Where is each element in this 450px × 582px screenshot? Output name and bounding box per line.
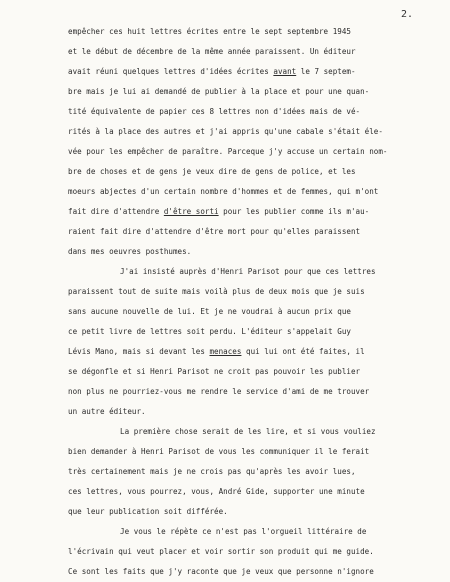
text-segment: moeurs abjectes d'un certain nombre d'hommes et de femmes, qui m'ont (68, 187, 379, 196)
text-segment: dans mes oeuvres posthumes. (68, 247, 192, 256)
text-segment: le 7 septem- (296, 67, 356, 76)
text-segment: non plus ne pourriez-vous me rendre le service d'ami de me trouver (68, 387, 370, 396)
text-segment: que leur publication soit différée. (68, 507, 228, 516)
text-line (68, 522, 438, 542)
text-line (68, 102, 438, 122)
text-segment: tité équivalente de papier ces 8 lettres non d'idées mais de vé- (68, 107, 361, 116)
text-segment: et le début de décembre de la même année paraissent. Un éditeur (68, 47, 356, 56)
text-segment: fait dire d'attendre (68, 207, 164, 216)
page-number: 2. (401, 9, 414, 20)
text-line (68, 42, 438, 62)
text-segment: paraissent tout de suite mais voilà plus de deux mois que je suis (68, 287, 365, 296)
text-line (68, 22, 438, 42)
text-line (68, 482, 438, 502)
text-line (68, 282, 438, 302)
text-segment: un autre éditeur. (68, 407, 146, 416)
text-segment: Ce sont les faits que j'y raconte que je veux que personne n'ignore (68, 567, 374, 576)
text-segment: Je vous le répète ce n'est pas l'orgueil littéraire de (120, 527, 367, 536)
text-segment: empêcher ces huit lettres écrites entre le sept septembre 1945 (68, 27, 351, 36)
text-line (68, 422, 438, 442)
underlined-text: d'être sorti (163, 207, 219, 216)
text-line (68, 322, 438, 342)
text-segment: ces lettres, vous pourrez, vous, André Gide, supporter une minute (68, 487, 365, 496)
text-line (68, 262, 438, 282)
text-line (68, 142, 438, 162)
text-segment: sans aucune nouvelle de lui. Et je ne voudrai à aucun prix que (68, 307, 351, 316)
underlined-text: avant (273, 67, 297, 76)
text-line (68, 242, 438, 262)
text-line (68, 222, 438, 242)
text-line (68, 302, 438, 322)
text-segment: pour les publier comme ils m'au- (218, 207, 370, 216)
text-segment: vée pour les empêcher de paraître. Parceque j'y accuse un certain nom- (68, 147, 388, 156)
text-line (68, 402, 438, 422)
text-line (68, 562, 438, 582)
text-segment: bre mais je lui ai demandé de publier à la place et pour une quan- (68, 87, 370, 96)
text-segment: Lévis Mano, mais si devant les (68, 347, 210, 356)
text-line (68, 462, 438, 482)
text-segment: se dégonfle et si Henri Parisot ne croit pas pouvoir les publier (68, 367, 361, 376)
text-line (68, 62, 438, 82)
text-segment: raient fait dire d'attendre d'être mort pour qu'elles paraissent (68, 227, 361, 236)
text-segment: La première chose serait de les lire, et si vous vouliez (120, 427, 376, 436)
text-line (68, 542, 438, 562)
text-segment: qui lui ont été faites, il (241, 347, 365, 356)
text-line (68, 442, 438, 462)
text-segment: très certainement mais je ne crois pas qu'après les avoir lues, (68, 467, 356, 476)
text-line (68, 342, 438, 362)
text-segment: l'écrivain qui veut placer et voir sortir son produit qui me guide. (68, 547, 374, 556)
text-segment: bre de choses et de gens je veux dire de gens de police, et les (68, 167, 356, 176)
text-line (68, 502, 438, 522)
text-line (68, 82, 438, 102)
text-segment: J'ai insisté auprès d'Henri Parisot pour que ces lettres (120, 267, 376, 276)
letter-body (68, 22, 438, 582)
text-line (68, 202, 438, 222)
text-segment: bien demander à Henri Parisot de vous les communiquer il le ferait (68, 447, 370, 456)
text-line (68, 122, 438, 142)
text-segment: ce petit livre de lettres soit perdu. L'éditeur s'appelait Guy (68, 327, 351, 336)
text-segment: avait réuni quelques lettres d'idées écrites (68, 67, 274, 76)
text-line (68, 382, 438, 402)
text-line (68, 162, 438, 182)
underlined-text: menaces (209, 347, 242, 356)
text-line (68, 182, 438, 202)
text-segment: rités à la place des autres et j'ai appris qu'une cabale s'était éle- (68, 127, 383, 136)
text-line (68, 362, 438, 382)
